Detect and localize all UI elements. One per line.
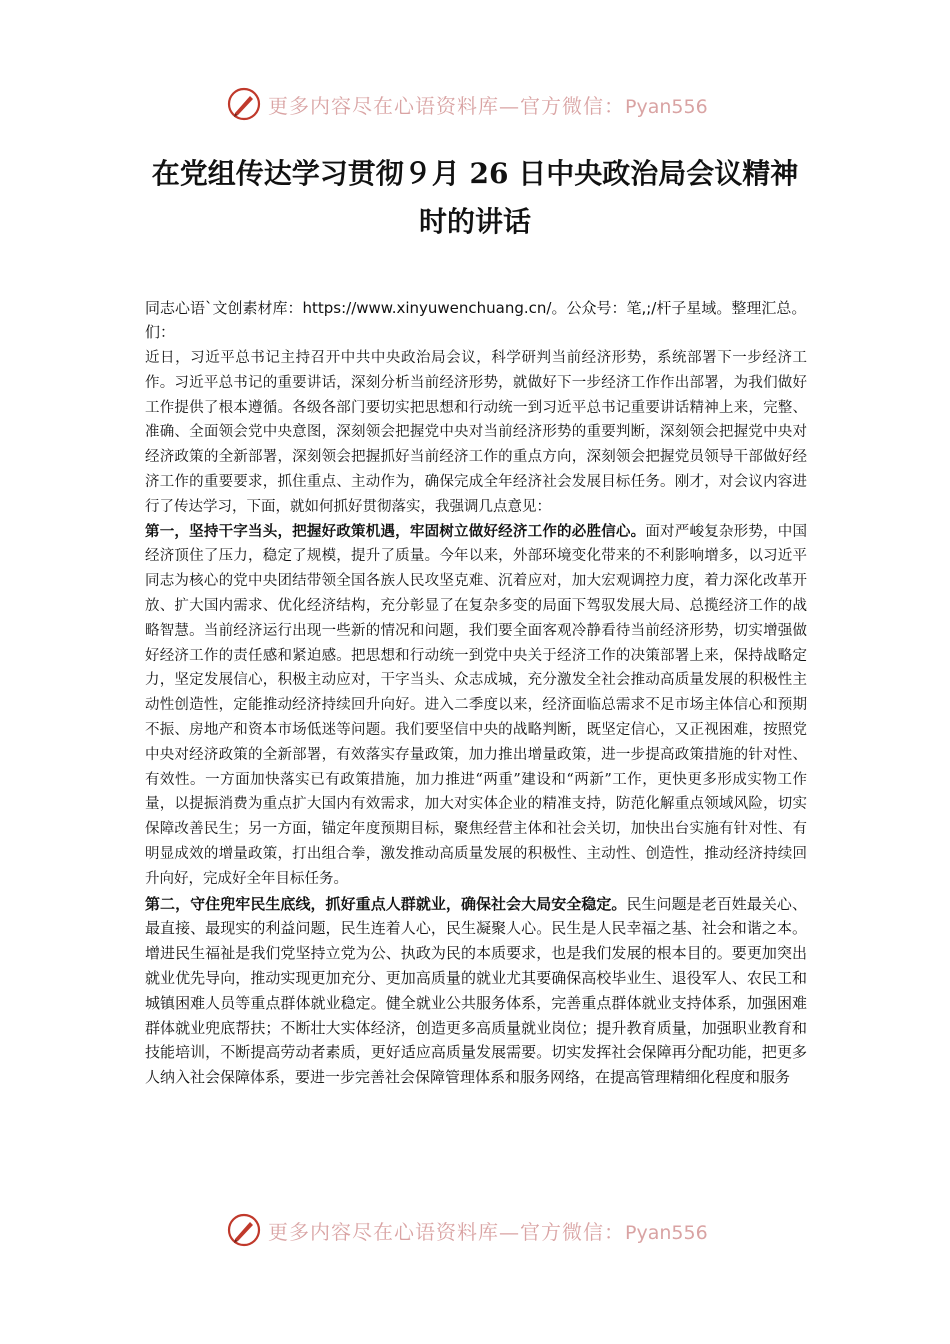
paragraph-one-heading: 第一，坚持干字当头，把握好政策机遇，牢固树立做好经济工作的必胜信心。: [145, 522, 646, 540]
title-line-1: 在党组传达学习贯彻９月 26 日中央政治局会议精神: [151, 157, 799, 190]
paragraph-one-text: 面对严峻复杂形势，中国经济顶住了压力，稳定了规模，提升了质量。今年以来，外部环境变化带来的不利影响增多，以习近平同志为核心的党中央团结带领全国各族人民攻坚克难、沉着应对，加大宏观调控力度，着力深化改革开放、扩大国内需求、优化经济结构，充分彰显了在复杂多变的局面下驾驭发展大局、总揽经济工作的战略智慧。当前经济运行出现一些新的情况和问题，我们要全面客观冷静看待当前经济形势，切实增强做好经济工作的责任感和紧迫感。把思想和行动统一到党中央关于经济工作的决策部署上来，保持战略定力，坚定发展信心，积极主动应对，干字当头、众志成城，充分激发全社会推动高质量发展的积极性主动性创造性，定能推动经济持续回升向好。进入二季度以来，经济面临总需求不足市场主体信心和预期不振、房地产和资本市场低迷等问题。我们要坚信中央的战略判断，既坚定信心，又正视困难，按照党中央对经济政策的全新部署，有效落实存量政策，加力推出增量政策，进一步提高政策措施的针对性、有效性。一方面加快落实已有政策措施，加力推进“两重”建设和“两新”工作，更快更多形成实物工作量，以提振消费为重点扩大国内有效需求，加大对实体企业的精准支持，防范化解重点领域风险，切实保障改善民生；另一方面，锚定年度预期目标，聚焦经营主体和社会关切，加快出台实施有针对性、有明显成效的增量政策，打出组合拳，激发推动高质量发展的积极性、主动性、创造性，推动经济持续回升向好，完成好全年目标任务。: [145, 523, 808, 887]
paragraph-one: [145, 520, 807, 892]
title-line-2: 时的讲话: [418, 205, 531, 238]
document-title: [130, 150, 820, 246]
header-watermark-banner: [226, 84, 726, 124]
intro-paragraph: 近日，习近平总书记主持召开中共中央政治局会议，科学研判当前经济形势，系统部署下一步经济工作。习近平总书记的重要讲话，深刻分析当前经济形势，就做好下一步经济工作作出部署，为我们做好工作提供了根本遵循。各级各部门要切实把思想和行动统一到习近平总书记重要讲话精神上来，完整、准确、全面领会党中央意图，深刻领会把握党中央对当前经济形势的重要判断，深刻领会把握党中央对经济政策的全新部署，深刻领会把握抓好当前经济工作的重点方向，深刻领会把握党员领导干部做好经济工作的重要要求，抓住重点、主动作为，确保完成全年经济社会发展目标任务。刚才，对会议内容进行了传达学习，下面，就如何抓好贯彻落实，我强调几点意见：: [145, 350, 807, 515]
pen-logo-icon: [226, 1212, 262, 1248]
footer-watermark-banner: [226, 1210, 726, 1250]
paragraph-two-text: 民生问题是老百姓最关心、最直接、最现实的利益问题，民生连着人心，民生凝聚人心。民生是人民幸福之基、社会和谐之本。增进民生福祉是我们党坚持立党为公、执政为民的本质要求，也是我们发展的根本目的。要更加突出就业优先导向，推动实现更加充分、更加高质量的就业尤其要确保高校毕业生、退役军人、农民工和城镇困难人员等重点群体就业稳定。健全就业公共服务体系，完善重点群体就业支持体系，加强困难群体就业兜底帮扶；不断壮大实体经济，创造更多高质量就业岗位；提升教育质量，加强职业教育和技能培训，不断提高劳动者素质，更好适应高质量发展需要。切实发挥社会保障再分配功能，把更多人纳入社会保障体系，要进一步完善社会保障管理体系和服务网络，在提高管理精细化程度和服务: [145, 894, 807, 1087]
source-note: 同志心语`文创素材库：https://www.xinyuwenchuang.cn/。公众号：笔,;/杆子星域。整理汇总。们：: [145, 299, 807, 341]
pen-logo-icon: [226, 86, 262, 122]
banner-text: 更多内容尽在心语资料库—官方微信：Pyan556: [268, 1219, 708, 1244]
paragraph-two-heading: 第二，守住兜牢民生底线，抓好重点人群就业，确保社会大局安全稳定。: [145, 894, 627, 913]
document-body: [145, 346, 807, 1090]
paragraph-two: [145, 892, 807, 1090]
banner-text: 更多内容尽在心语资料库—官方微信：Pyan556: [268, 93, 708, 118]
